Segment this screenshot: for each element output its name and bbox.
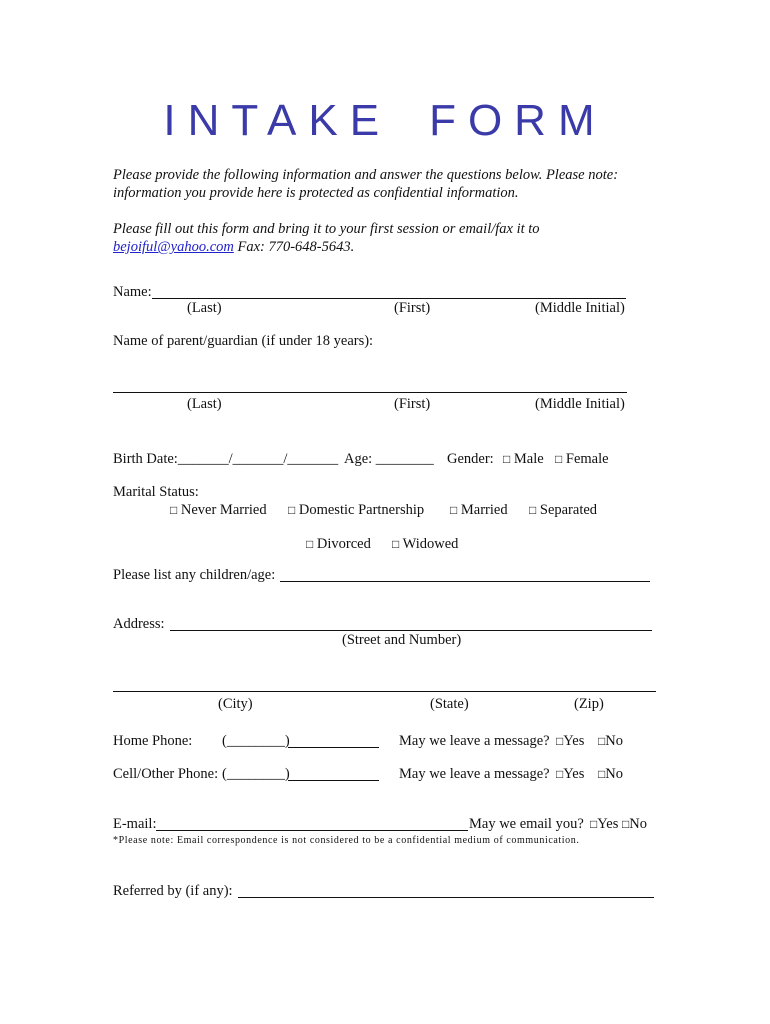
checkbox-icon[interactable]: □: [288, 503, 296, 517]
checkbox-icon[interactable]: □: [529, 503, 537, 517]
marital-widowed-option[interactable]: □ Widowed: [392, 536, 459, 552]
cell-phone-yes-option[interactable]: □Yes: [556, 766, 585, 782]
email-confidentiality-note: *Please note: Email correspondence is not considered to be a confidential medium of communication.: [113, 835, 580, 846]
birth-date-field[interactable]: Birth Date:_______/_______/_______: [113, 451, 339, 467]
checkbox-icon[interactable]: □: [598, 767, 606, 781]
home-phone-field[interactable]: [288, 747, 379, 748]
checkbox-icon[interactable]: □: [590, 817, 598, 831]
gender-male-option[interactable]: □ Male: [503, 451, 544, 467]
form-title: [0, 96, 770, 146]
gender-female-option[interactable]: □ Female: [555, 451, 609, 467]
home-phone-no-option[interactable]: □No: [598, 733, 623, 749]
name-first-caption: (First): [394, 300, 431, 316]
marital-status-label: Marital Status:: [113, 484, 199, 500]
marital-divorced-option[interactable]: □ Divorced: [306, 536, 371, 552]
home-phone-message-question: May we leave a message?: [399, 733, 550, 749]
children-label: Please list any children/age:: [113, 567, 276, 583]
guardian-middle-caption: (Middle Initial): [535, 396, 625, 412]
email-yes-option[interactable]: □Yes: [590, 816, 619, 832]
guardian-first-caption: (First): [394, 396, 431, 412]
email-no-option[interactable]: □No: [622, 816, 647, 832]
fax-text: Fax: 770-648-5643.: [233, 239, 355, 255]
marital-separated-option[interactable]: □ Separated: [529, 502, 598, 518]
email-field[interactable]: [156, 830, 468, 831]
name-middle-caption: (Middle Initial): [535, 300, 625, 316]
intro-contact: [113, 238, 354, 256]
email-permission-question: May we email you?: [469, 816, 584, 832]
gender-label: Gender:: [447, 451, 494, 467]
guardian-label: Name of parent/guardian (if under 18 years):: [113, 333, 374, 349]
cell-phone-message-question: May we leave a message?: [399, 766, 550, 782]
title-word-form: FORM: [429, 96, 607, 145]
home-phone-yes-option[interactable]: □Yes: [556, 733, 585, 749]
checkbox-icon[interactable]: □: [555, 452, 563, 466]
name-last-caption: (Last): [187, 300, 222, 316]
name-field[interactable]: [152, 298, 626, 299]
home-phone-label: Home Phone:: [113, 733, 193, 749]
address-zip-caption: (Zip): [574, 696, 604, 712]
address-city-caption: (City): [218, 696, 253, 712]
name-label: Name:: [113, 284, 152, 300]
checkbox-icon[interactable]: □: [598, 734, 606, 748]
address-city-state-zip-field[interactable]: [113, 691, 656, 692]
cell-phone-area-code[interactable]: (________): [222, 766, 290, 782]
address-state-caption: (State): [430, 696, 469, 712]
guardian-last-caption: (Last): [187, 396, 222, 412]
marital-married-option[interactable]: □ Married: [450, 502, 508, 518]
guardian-field[interactable]: [113, 392, 627, 393]
checkbox-icon[interactable]: □: [306, 537, 314, 551]
address-street-field[interactable]: [170, 630, 652, 631]
referred-by-field[interactable]: [238, 897, 654, 898]
title-word-intake: INTAKE: [163, 96, 392, 145]
age-field[interactable]: Age: ________: [344, 451, 434, 467]
cell-phone-label: Cell/Other Phone:: [113, 766, 219, 782]
checkbox-icon[interactable]: □: [556, 767, 564, 781]
address-label: Address:: [113, 616, 165, 632]
marital-never-married-option[interactable]: □ Never Married: [170, 502, 267, 518]
checkbox-icon[interactable]: □: [556, 734, 564, 748]
checkbox-icon[interactable]: □: [450, 503, 458, 517]
home-phone-area-code[interactable]: (________): [222, 733, 290, 749]
marital-domestic-partnership-option[interactable]: □ Domestic Partnership: [288, 502, 425, 518]
checkbox-icon[interactable]: □: [622, 817, 630, 831]
cell-phone-no-option[interactable]: □No: [598, 766, 623, 782]
intro-line-3: Please fill out this form and bring it to your first session or email/fax it to: [113, 221, 540, 237]
checkbox-icon[interactable]: □: [392, 537, 400, 551]
checkbox-icon[interactable]: □: [170, 503, 178, 517]
email-link[interactable]: bejoiful@yahoo.com: [113, 239, 234, 255]
address-street-caption: (Street and Number): [342, 632, 462, 648]
checkbox-icon[interactable]: □: [503, 452, 511, 466]
children-field[interactable]: [280, 581, 650, 582]
cell-phone-field[interactable]: [288, 780, 379, 781]
email-label: E-mail:: [113, 816, 157, 832]
referred-by-label: Referred by (if any):: [113, 883, 233, 899]
intro-line-2: information you provide here is protected as confidential information.: [113, 185, 519, 201]
intro-line-1: Please provide the following information and answer the questions below. Please note:: [113, 167, 619, 183]
